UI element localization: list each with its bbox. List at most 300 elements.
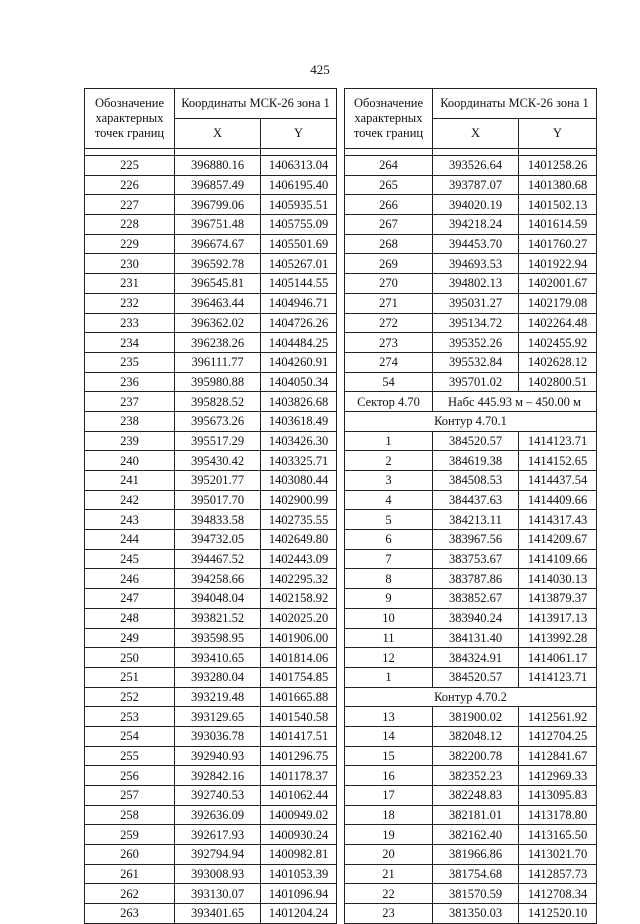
point-id-cell: 244 <box>85 530 175 550</box>
x-coordinate-cell: 384131.40 <box>433 628 519 648</box>
point-id-cell: 259 <box>85 825 175 845</box>
y-coordinate-cell: 1402800.51 <box>519 372 597 392</box>
table-row <box>345 549 597 569</box>
point-id-cell: 5 <box>345 510 433 530</box>
table-row <box>85 411 337 431</box>
y-coordinate-cell: 1401760.27 <box>519 234 597 254</box>
x-coordinate-cell: 393129.65 <box>175 707 261 727</box>
table-row <box>345 372 597 392</box>
table-row <box>85 313 337 333</box>
point-id-cell: 260 <box>85 845 175 865</box>
y-coordinate-cell: 1413917.13 <box>519 608 597 628</box>
y-coordinate-cell: 1401204.24 <box>261 904 337 924</box>
y-coordinate-cell: 1403618.49 <box>261 411 337 431</box>
sector-row <box>345 392 597 412</box>
y-coordinate-cell: 1413165.50 <box>519 825 597 845</box>
table-row <box>85 726 337 746</box>
y-coordinate-cell: 1402264.48 <box>519 313 597 333</box>
coordinates-table-left <box>84 88 337 924</box>
x-coordinate-cell: 393036.78 <box>175 726 261 746</box>
table-row <box>345 313 597 333</box>
point-id-cell: 261 <box>85 864 175 884</box>
x-coordinate-cell: 384213.11 <box>433 510 519 530</box>
x-coordinate-cell: 394258.66 <box>175 569 261 589</box>
x-coordinate-cell: 392940.93 <box>175 746 261 766</box>
x-coordinate-cell: 396799.06 <box>175 195 261 215</box>
point-id-cell: 274 <box>345 352 433 372</box>
x-coordinate-cell: 394467.52 <box>175 549 261 569</box>
table-row <box>345 451 597 471</box>
y-coordinate-cell: 1401258.26 <box>519 156 597 176</box>
x-coordinate-cell: 395430.42 <box>175 451 261 471</box>
table-row <box>85 254 337 274</box>
point-id-cell: 238 <box>85 411 175 431</box>
point-id-cell: 232 <box>85 293 175 313</box>
x-coordinate-cell: 393526.64 <box>433 156 519 176</box>
point-id-cell: 254 <box>85 726 175 746</box>
point-id-cell: 229 <box>85 234 175 254</box>
coords-header: Координаты МСК-26 зона 1 <box>175 89 337 119</box>
table-row <box>85 471 337 491</box>
table-row <box>85 628 337 648</box>
point-id-cell: 256 <box>85 766 175 786</box>
y-coordinate-cell: 1401540.58 <box>261 707 337 727</box>
point-id-cell: 22 <box>345 884 433 904</box>
y-coordinate-cell: 1414123.71 <box>519 431 597 451</box>
point-id-cell: 9 <box>345 589 433 609</box>
x-coordinate-cell: 395532.84 <box>433 352 519 372</box>
table-row <box>85 293 337 313</box>
y-coordinate-cell: 1402628.12 <box>519 352 597 372</box>
y-coordinate-cell: 1402443.09 <box>261 549 337 569</box>
x-coordinate-cell: 394732.05 <box>175 530 261 550</box>
table-row <box>85 333 337 353</box>
point-id-cell: 246 <box>85 569 175 589</box>
table-row <box>85 175 337 195</box>
table-row <box>345 805 597 825</box>
y-coordinate-cell: 1401754.85 <box>261 667 337 687</box>
table-row <box>345 352 597 372</box>
y-coordinate-cell: 1402001.67 <box>519 274 597 294</box>
table-row <box>85 569 337 589</box>
y-coordinate-cell: 1404726.26 <box>261 313 337 333</box>
y-coordinate-cell: 1414152.65 <box>519 451 597 471</box>
table-row <box>85 864 337 884</box>
table-row <box>345 786 597 806</box>
y-coordinate-cell: 1400930.24 <box>261 825 337 845</box>
x-coordinate-cell: 383753.67 <box>433 549 519 569</box>
x-coordinate-cell: 381966.86 <box>433 845 519 865</box>
x-coordinate-cell: 392794.94 <box>175 845 261 865</box>
y-coordinate-cell: 1402900.99 <box>261 490 337 510</box>
x-coordinate-cell: 393787.07 <box>433 175 519 195</box>
y-coordinate-cell: 1403080.44 <box>261 471 337 491</box>
table-row <box>85 431 337 451</box>
x-coordinate-cell: 394048.04 <box>175 589 261 609</box>
y-coordinate-cell: 1414109.66 <box>519 549 597 569</box>
y-coordinate-cell: 1401380.68 <box>519 175 597 195</box>
table-row <box>85 510 337 530</box>
point-id-cell: 233 <box>85 313 175 333</box>
x-coordinate-cell: 396674.67 <box>175 234 261 254</box>
y-coordinate-cell: 1401296.75 <box>261 746 337 766</box>
designation-header: Обозначение характерных точек границ <box>345 89 433 149</box>
table-row <box>345 471 597 491</box>
point-id-cell: 21 <box>345 864 433 884</box>
coords-header: Координаты МСК-26 зона 1 <box>433 89 597 119</box>
point-id-cell: 245 <box>85 549 175 569</box>
point-id-cell: 237 <box>85 392 175 412</box>
x-coordinate-cell: 396880.16 <box>175 156 261 176</box>
y-coordinate-cell: 1413095.83 <box>519 786 597 806</box>
y-coordinate-cell: 1412561.92 <box>519 707 597 727</box>
y-coordinate-cell: 1404946.71 <box>261 293 337 313</box>
x-coordinate-cell: 383852.67 <box>433 589 519 609</box>
point-id-cell: 20 <box>345 845 433 865</box>
x-coordinate-cell: 395352.26 <box>433 333 519 353</box>
contour-title-row <box>345 687 597 707</box>
x-coordinate-cell: 382248.83 <box>433 786 519 806</box>
x-coordinate-cell: 396362.02 <box>175 313 261 333</box>
x-coordinate-cell: 395701.02 <box>433 372 519 392</box>
x-coordinate-cell: 396857.49 <box>175 175 261 195</box>
x-coordinate-cell: 395134.72 <box>433 313 519 333</box>
table-row <box>345 766 597 786</box>
y-coordinate-cell: 1413879.37 <box>519 589 597 609</box>
x-coordinate-cell: 392842.16 <box>175 766 261 786</box>
x-coordinate-cell: 383967.56 <box>433 530 519 550</box>
y-coordinate-cell: 1414409.66 <box>519 490 597 510</box>
x-coordinate-cell: 382181.01 <box>433 805 519 825</box>
y-coordinate-cell: 1412857.73 <box>519 864 597 884</box>
y-coordinate-cell: 1404260.91 <box>261 352 337 372</box>
table-row <box>345 628 597 648</box>
y-coordinate-cell: 1405144.55 <box>261 274 337 294</box>
point-id-cell: 12 <box>345 648 433 668</box>
point-id-cell: 8 <box>345 569 433 589</box>
point-id-cell: 265 <box>345 175 433 195</box>
point-id-cell: 11 <box>345 628 433 648</box>
y-coordinate-cell: 1400982.81 <box>261 845 337 865</box>
y-coordinate-cell: 1405755.09 <box>261 215 337 235</box>
x-coordinate-cell: 396111.77 <box>175 352 261 372</box>
y-coordinate-cell: 1401665.88 <box>261 687 337 707</box>
table-row <box>345 667 597 687</box>
x-header: X <box>433 119 519 149</box>
page-number: 425 <box>310 62 330 77</box>
point-id-cell: 226 <box>85 175 175 195</box>
x-coordinate-cell: 392636.09 <box>175 805 261 825</box>
point-id-cell: 230 <box>85 254 175 274</box>
y-header: Y <box>261 119 337 149</box>
y-coordinate-cell: 1405935.51 <box>261 195 337 215</box>
point-id-cell: 239 <box>85 431 175 451</box>
y-coordinate-cell: 1401906.00 <box>261 628 337 648</box>
y-coordinate-cell: 1405267.01 <box>261 254 337 274</box>
x-coordinate-cell: 393821.52 <box>175 608 261 628</box>
point-id-cell: 19 <box>345 825 433 845</box>
table-row <box>85 805 337 825</box>
x-coordinate-cell: 392740.53 <box>175 786 261 806</box>
table-row <box>345 707 597 727</box>
table-row <box>345 904 597 924</box>
table-row <box>85 667 337 687</box>
table-row <box>85 648 337 668</box>
point-id-cell: 273 <box>345 333 433 353</box>
point-id-cell: 4 <box>345 490 433 510</box>
table-row <box>85 786 337 806</box>
point-id-cell: 247 <box>85 589 175 609</box>
table-row <box>345 195 597 215</box>
y-coordinate-cell: 1404484.25 <box>261 333 337 353</box>
y-coordinate-cell: 1405501.69 <box>261 234 337 254</box>
x-coordinate-cell: 381754.68 <box>433 864 519 884</box>
point-id-cell: 255 <box>85 746 175 766</box>
x-coordinate-cell: 384324.91 <box>433 648 519 668</box>
header-gap <box>85 149 337 156</box>
y-coordinate-cell: 1401814.06 <box>261 648 337 668</box>
y-coordinate-cell: 1401922.94 <box>519 254 597 274</box>
point-id-cell: 231 <box>85 274 175 294</box>
x-coordinate-cell: 396751.48 <box>175 215 261 235</box>
y-coordinate-cell: 1401417.51 <box>261 726 337 746</box>
point-id-cell: 262 <box>85 884 175 904</box>
x-coordinate-cell: 384508.53 <box>433 471 519 491</box>
x-coordinate-cell: 395201.77 <box>175 471 261 491</box>
table-row <box>345 530 597 550</box>
x-coordinate-cell: 395031.27 <box>433 293 519 313</box>
y-coordinate-cell: 1402455.92 <box>519 333 597 353</box>
y-coordinate-cell: 1402025.20 <box>261 608 337 628</box>
y-coordinate-cell: 1413992.28 <box>519 628 597 648</box>
point-id-cell: 271 <box>345 293 433 313</box>
x-coordinate-cell: 382352.23 <box>433 766 519 786</box>
point-id-cell: 235 <box>85 352 175 372</box>
table-row <box>85 274 337 294</box>
point-id-cell: 251 <box>85 667 175 687</box>
table-row <box>85 707 337 727</box>
point-id-cell: 272 <box>345 313 433 333</box>
table-row <box>345 608 597 628</box>
table-row <box>345 589 597 609</box>
y-coordinate-cell: 1401614.59 <box>519 215 597 235</box>
table-row <box>85 766 337 786</box>
point-id-cell: 1 <box>345 431 433 451</box>
point-id-cell: 225 <box>85 156 175 176</box>
table-row <box>85 884 337 904</box>
x-coordinate-cell: 393130.07 <box>175 884 261 904</box>
table-row <box>345 746 597 766</box>
table-row <box>345 845 597 865</box>
point-id-cell: 268 <box>345 234 433 254</box>
point-id-cell: 249 <box>85 628 175 648</box>
x-coordinate-cell: 395980.88 <box>175 372 261 392</box>
x-coordinate-cell: 384437.63 <box>433 490 519 510</box>
y-coordinate-cell: 1414123.71 <box>519 667 597 687</box>
x-coordinate-cell: 394020.19 <box>433 195 519 215</box>
header-gap <box>345 149 597 156</box>
point-id-cell: 18 <box>345 805 433 825</box>
point-id-cell: 266 <box>345 195 433 215</box>
table-row <box>85 215 337 235</box>
point-id-cell: 54 <box>345 372 433 392</box>
table-row <box>345 274 597 294</box>
point-id-cell: 253 <box>85 707 175 727</box>
designation-header: Обозначение характерных точек границ <box>85 89 175 149</box>
x-coordinate-cell: 395017.70 <box>175 490 261 510</box>
y-coordinate-cell: 1403426.30 <box>261 431 337 451</box>
table-row <box>345 156 597 176</box>
table-row <box>345 510 597 530</box>
contour-title-row <box>345 411 597 431</box>
y-coordinate-cell: 1402295.32 <box>261 569 337 589</box>
table-row <box>345 431 597 451</box>
y-coordinate-cell: 1402735.55 <box>261 510 337 530</box>
x-coordinate-cell: 383787.86 <box>433 569 519 589</box>
point-id-cell: 13 <box>345 707 433 727</box>
table-row <box>345 490 597 510</box>
y-coordinate-cell: 1414209.67 <box>519 530 597 550</box>
y-coordinate-cell: 1413021.70 <box>519 845 597 865</box>
table-row <box>345 293 597 313</box>
y-coordinate-cell: 1412520.10 <box>519 904 597 924</box>
table-row <box>85 156 337 176</box>
x-coordinate-cell: 394833.58 <box>175 510 261 530</box>
x-coordinate-cell: 384520.57 <box>433 431 519 451</box>
table-row <box>345 884 597 904</box>
x-coordinate-cell: 396463.44 <box>175 293 261 313</box>
table-row <box>85 234 337 254</box>
table-row <box>85 687 337 707</box>
point-id-cell: 234 <box>85 333 175 353</box>
table-row <box>85 549 337 569</box>
y-coordinate-cell: 1402649.80 <box>261 530 337 550</box>
table-row <box>345 569 597 589</box>
y-coordinate-cell: 1412969.33 <box>519 766 597 786</box>
table-row <box>85 746 337 766</box>
y-coordinate-cell: 1414317.43 <box>519 510 597 530</box>
table-row <box>85 451 337 471</box>
x-coordinate-cell: 393008.93 <box>175 864 261 884</box>
point-id-cell: 3 <box>345 471 433 491</box>
point-id-cell: 270 <box>345 274 433 294</box>
x-coordinate-cell: 384619.38 <box>433 451 519 471</box>
x-coordinate-cell: 396545.81 <box>175 274 261 294</box>
table-row <box>345 648 597 668</box>
point-id-cell: 17 <box>345 786 433 806</box>
y-coordinate-cell: 1403826.68 <box>261 392 337 412</box>
point-id-cell: 236 <box>85 372 175 392</box>
x-coordinate-cell: 395517.29 <box>175 431 261 451</box>
x-coordinate-cell: 392617.93 <box>175 825 261 845</box>
x-coordinate-cell: 382162.40 <box>433 825 519 845</box>
point-id-cell: 7 <box>345 549 433 569</box>
point-id-cell: 10 <box>345 608 433 628</box>
table-row <box>85 825 337 845</box>
point-id-cell: 15 <box>345 746 433 766</box>
x-coordinate-cell: 394802.13 <box>433 274 519 294</box>
point-id-cell: 242 <box>85 490 175 510</box>
coordinates-table-right <box>344 88 597 924</box>
point-id-cell: 252 <box>85 687 175 707</box>
x-coordinate-cell: 383940.24 <box>433 608 519 628</box>
table-row <box>345 175 597 195</box>
point-id-cell: 1 <box>345 667 433 687</box>
point-id-cell: 241 <box>85 471 175 491</box>
table-row <box>345 234 597 254</box>
x-coordinate-cell: 384520.57 <box>433 667 519 687</box>
point-id-cell: 257 <box>85 786 175 806</box>
table-row <box>345 825 597 845</box>
table-row <box>85 195 337 215</box>
point-id-cell: 267 <box>345 215 433 235</box>
x-coordinate-cell: 381900.02 <box>433 707 519 727</box>
x-header: X <box>175 119 261 149</box>
table-row <box>345 864 597 884</box>
contour-title: Контур 4.70.2 <box>345 687 597 707</box>
x-coordinate-cell: 394693.53 <box>433 254 519 274</box>
point-id-cell: 264 <box>345 156 433 176</box>
x-coordinate-cell: 393280.04 <box>175 667 261 687</box>
x-coordinate-cell: 393410.65 <box>175 648 261 668</box>
table-row <box>85 392 337 412</box>
x-coordinate-cell: 393598.95 <box>175 628 261 648</box>
point-id-cell: 243 <box>85 510 175 530</box>
y-coordinate-cell: 1412841.67 <box>519 746 597 766</box>
point-id-cell: 227 <box>85 195 175 215</box>
point-id-cell: 269 <box>345 254 433 274</box>
x-coordinate-cell: 395673.26 <box>175 411 261 431</box>
y-coordinate-cell: 1402179.08 <box>519 293 597 313</box>
y-coordinate-cell: 1413178.80 <box>519 805 597 825</box>
x-coordinate-cell: 393219.48 <box>175 687 261 707</box>
point-id-cell: 250 <box>85 648 175 668</box>
y-coordinate-cell: 1401178.37 <box>261 766 337 786</box>
x-coordinate-cell: 394453.70 <box>433 234 519 254</box>
y-header: Y <box>519 119 597 149</box>
x-coordinate-cell: 396592.78 <box>175 254 261 274</box>
y-coordinate-cell: 1406313.04 <box>261 156 337 176</box>
point-id-cell: 248 <box>85 608 175 628</box>
x-coordinate-cell: 382048.12 <box>433 726 519 746</box>
point-id-cell: 258 <box>85 805 175 825</box>
sector-label: Сектор 4.70 <box>345 392 433 412</box>
y-coordinate-cell: 1401502.13 <box>519 195 597 215</box>
y-coordinate-cell: 1401053.39 <box>261 864 337 884</box>
point-id-cell: 14 <box>345 726 433 746</box>
y-coordinate-cell: 1406195.40 <box>261 175 337 195</box>
x-coordinate-cell: 381350.03 <box>433 904 519 924</box>
y-coordinate-cell: 1414030.13 <box>519 569 597 589</box>
y-coordinate-cell: 1414437.54 <box>519 471 597 491</box>
y-coordinate-cell: 1401096.94 <box>261 884 337 904</box>
contour-title: Контур 4.70.1 <box>345 411 597 431</box>
point-id-cell: 2 <box>345 451 433 471</box>
table-row <box>85 608 337 628</box>
table-row <box>85 530 337 550</box>
y-coordinate-cell: 1412708.34 <box>519 884 597 904</box>
table-row <box>85 490 337 510</box>
y-coordinate-cell: 1400949.02 <box>261 805 337 825</box>
y-coordinate-cell: 1403325.71 <box>261 451 337 471</box>
point-id-cell: 6 <box>345 530 433 550</box>
point-id-cell: 16 <box>345 766 433 786</box>
x-coordinate-cell: 396238.26 <box>175 333 261 353</box>
point-id-cell: 23 <box>345 904 433 924</box>
table-row <box>345 215 597 235</box>
y-coordinate-cell: 1412704.25 <box>519 726 597 746</box>
table-row <box>85 372 337 392</box>
